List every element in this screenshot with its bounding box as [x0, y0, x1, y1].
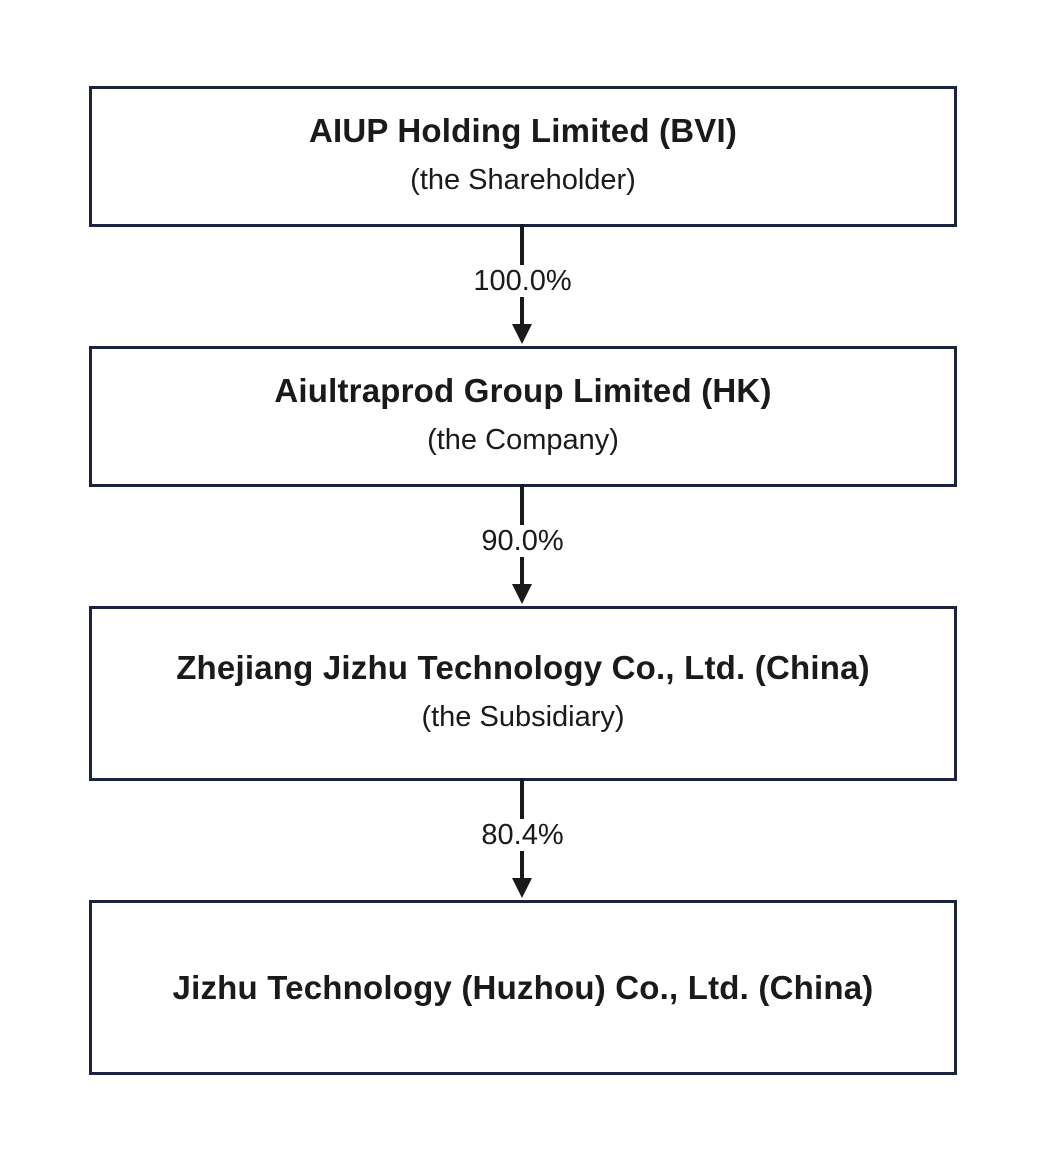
- entity-box-company: [89, 346, 957, 487]
- ownership-arrow: [0, 484, 1045, 606]
- ownership-percent: [0, 818, 1045, 852]
- ownership-percent: [0, 524, 1045, 558]
- entity-role: (the Shareholder): [410, 164, 636, 196]
- ownership-percent-label: 80.4%: [475, 819, 569, 851]
- entity-box-huzhou: [89, 900, 957, 1075]
- entity-box-subsidiary: [89, 606, 957, 781]
- ownership-percent-label: 100.0%: [467, 265, 577, 297]
- entity-role: (the Company): [427, 424, 619, 456]
- entity-name: Zhejiang Jizhu Technology Co., Ltd. (China): [176, 649, 870, 686]
- entity-name: Jizhu Technology (Huzhou) Co., Ltd. (China): [172, 968, 874, 1006]
- entity-name: Aiultraprod Group Limited (HK): [274, 372, 772, 409]
- ownership-percent-label: 90.0%: [475, 525, 569, 557]
- arrow-head: [512, 324, 532, 344]
- entity-box-shareholder: [89, 86, 957, 227]
- entity-name: AIUP Holding Limited (BVI): [308, 112, 738, 149]
- ownership-percent: [0, 264, 1045, 298]
- arrow-head: [512, 878, 532, 898]
- ownership-arrow: [0, 778, 1045, 900]
- ownership-arrow: [0, 224, 1045, 346]
- arrow-head: [512, 584, 532, 604]
- entity-role: (the Subsidiary): [421, 701, 625, 733]
